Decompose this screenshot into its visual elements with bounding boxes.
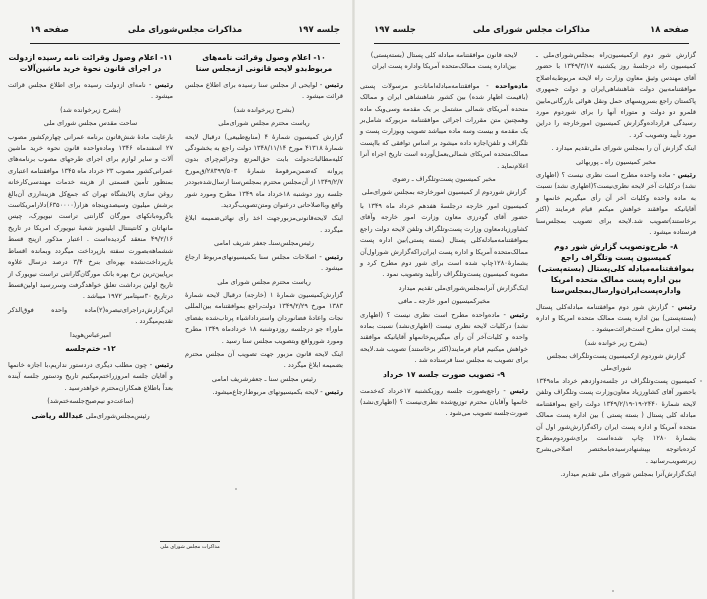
- page-18: [354, 0, 707, 599]
- speaker-label: رئیس: [324, 81, 343, 89]
- paragraph: (بشرح زیر خوانده شد): [584, 338, 648, 347]
- speaker-name: عبدالله ریاضی: [31, 410, 84, 420]
- column-left: [360, 50, 528, 422]
- item-12-title: ۱۲- ختم‌جلسه: [65, 343, 116, 353]
- paragraph: (بشرح زیرخوانده شد): [233, 105, 295, 114]
- paragraph: رئیس - ماده واحده مطرح است نظری نیست ؟ (اظهاری نشد) درکلیات آخر لایحه نظری‌نیست؟(اظهاری نشد) نسبت به ماده واحده وکلیات آخر آن رأی میگیریم خانمها و آقایانیکه موافقند خواهش میکنم قیام فرمایند (اکثر برخاستند)تصویب شد.لایحه برای تصویب بمجلس‌سنا فرستاده میشود .: [536, 171, 696, 237]
- paragraph: اینک‌گزارش آنرابمجلس‌شورای‌ملی تقدیم میدارد: [398, 283, 528, 292]
- paragraph: اینک لایحه‌قانونی‌مزبورجهت اخذ رأی نهائی‌ضمیمه ابلاغ میگردد .: [185, 214, 343, 234]
- signature: رئیس‌مجلس‌سنا‌ـ جعفر شریف امامی: [214, 239, 314, 248]
- paragraph: رئیس - لوایحی از مجلس سنا رسیده برای اطلاع مجلس قرائت میشود .: [185, 81, 343, 101]
- publication-title: مذاکرات مجلس‌شورای ملی: [127, 25, 243, 35]
- paragraph: گزارش‌کمیسیون شمارهٔ ۱ (خارجه) درقبال لایحه شمارهٔ ۱۳۸۳ مورخ ۱۳۴۹/۲/۲۹ دولت‌راجع بموافقتنامه بین‌المللی نجات واعادهٔ فضانوردان واسترداداشیاء پرتاب‌شده بفضای ماوراء جو درجلسه روزدوشنبه ۱۸ خردادماه ۱۳۴۹ مطرح ومورد شورواقع وبتصویب مجلس سنا رسید .: [185, 290, 344, 345]
- paragraph: رئیس - لایحه بکمیسیونهای مربوط‌ارجاع‌میشود.: [212, 388, 343, 397]
- signature: مخبر کمیسیون پست‌وتلگراف ـ رضوی: [392, 175, 496, 184]
- item-8-title: ۸- طرح‌وتصویب گزارش شور دوم کمیسیون پست وتلگراف راجع بموافقتنامه‌مبادله کلی‌پستال (بسته‌پستی) بین اداره پست ممالک متحده امریکا واداره‌پست‌ایران‌وارسال‌بمجلس‌سنا: [537, 241, 695, 295]
- speaker-label: رئیس: [509, 386, 528, 395]
- scan-noise: [612, 590, 614, 592]
- speaker-label: رئیس: [154, 81, 173, 89]
- paragraph: کمیسیون امور خارجه درجلسهٔ هفدهم خرداد ماه ۱۳۴۹ با حضور آقای گودرزی معاون وزارت امور خارجه وآقای کشاورزیادمعاون وزارت پست‌وتلگراف وتلفن لایحه دولت راجع بموافقتنامه‌مبادله‌کلی پستال (بسته پستی)بین اداره پست ممالک‌متحده آمریکا و اداره پست ایران‌راکه‌گزارش شوراول‌آن بشمارهٔ۱۲۸۰چاپ شده است برای شور دوم مطرح کرد و مصوبه کمیسیون پست‌وتلگراف راتأیید وتصویب نمود .: [360, 201, 528, 279]
- scan-noise: [700, 380, 702, 382]
- column-left: [8, 50, 173, 424]
- paragraph: گزارش شوردوم از کمیسیون امورخارجه بمجلس شورای‌ملی: [361, 188, 527, 197]
- paragraph: ریاست محترم مجلس شورای‌ملی: [218, 119, 310, 128]
- closing-signature: رئیس‌مجلس‌شورای‌ملی عبدالله ریاضی: [31, 410, 150, 420]
- page-number: صفحه ۱۹: [30, 25, 69, 35]
- header-rule: [30, 43, 340, 45]
- bill-title: لایحه قانون موافقتنامه مبادله کلی پستال (بسته‌پستی) بین‌اداره پست ممالک‌متحده آمریکا واداره پست ایران: [370, 51, 518, 71]
- item-9-title: ۹- تصویب صورت جلسه ۱۷ خرداد: [383, 369, 505, 379]
- paragraph: (بشرح زیرخوانده شد): [60, 105, 121, 114]
- paragraph: رئیس - گزارش شور دوم موافقتنامه مبادله‌کلی پستال (بسته‌پستی) بین اداره پست ممالک متحده امریکا و اداره پست ایران مطرح است‌قرائت‌میشود .: [536, 302, 696, 334]
- speaker-label: رئیس: [509, 310, 528, 319]
- paragraph: ساحت مقدس مجلس شورای ملی: [43, 119, 138, 128]
- speaker-label: رئیس: [324, 252, 343, 261]
- page-header: [374, 25, 689, 39]
- paragraph: ریاست محترم مجلس شورای ملی: [217, 277, 311, 286]
- scan-noise: [235, 488, 237, 490]
- paragraph: اینک‌گزارش‌آنرا بمجلس شورای ملی تقدیم میدارد.: [560, 470, 696, 479]
- paragraph: (ساعت‌دو نیم‌صبح‌جلسه‌ختم‌شد): [47, 397, 134, 406]
- signature: مخبر کمیسیون راه ـ پوربهائی: [576, 157, 656, 166]
- article-label: ماده‌واحده: [495, 81, 528, 90]
- paragraph: رئیس - ماده‌واحده مطرح است نظری نیست ؟ (اظهاری نشد) درکلیات لایحه نظری نیست (اظهاری‌نشد) نسبت بماده واحده و کلیات‌آخر آن رأی میگیریم‌خانمهاو آقایانیکه موافقند خواهش میکنیم قیام فرمایند(اکثر برخاستند) تصویب شد.لایحه برای تصویب به مجلس سنا فرستاده شد .: [360, 310, 528, 365]
- paragraph: این‌گزارش‌دراجرای‌تبصره(۲)ماده واحده فوق‌الذکر تقدیم‌میگردد .: [8, 305, 173, 326]
- paragraph: گزارش شور دوم ازکمیسیون‌راه بمجلس‌شورای‌ملی ـ کمیسیون راه درجلسهٔ روز یکشنبه ۱۳۴۹/۳/۱۷ با حضور آقای مهندس وثیق معاون وزارت راه لایحه مربوط‌به‌اصلاح موافقتنامه‌بین دولت شاهنشاهی‌ایران و دولت جمهوری پاکستان راجع بسرویسهای حمل ونقل هوائی بازرگانی‌مابین قلمرو دو دولت و متوراء آنها را برای شوردوم مورد رسیدگی قرارداده‌وگزارش کمیسیون امورخارجه را دراین مورد تأیید وتصویب کرد .: [536, 51, 696, 139]
- column-right: [185, 50, 343, 401]
- page-footer: مذاکرات مجلس شورای ملی: [160, 541, 220, 550]
- page-header: [30, 25, 340, 39]
- paragraph: اینک گزارش آن را بمجلس شورای ملی‌تقدیم میدارد .: [551, 144, 696, 153]
- paragraph: رئیس - اصلاحات مجلس سنا بکمیسیونهای‌مربوط ارجاع میشود .: [185, 252, 343, 273]
- paragraph: رئیس - چون مطلب دیگری دردستور نداریم،با اجازه خانمها و آقایان جلسه امروزراختم‌میکنیم تاریخ ودستور جلسه آینده بعداً باطلاع همکاران‌محترم خواهدرسید .: [8, 360, 173, 392]
- header-rule: [374, 43, 689, 45]
- page-number: صفحه ۱۸: [650, 25, 689, 35]
- session-label: جلسه ۱۹۷: [374, 25, 416, 35]
- speaker-label: رئیس: [677, 171, 696, 180]
- paragraph: رئیس - راجع‌بصورت جلسه روزیکشنبه ۱۷خرداد که‌خدمت خانمها وآقایان محترم توزیع‌شده نظری‌نیست ؟ (اظهاری‌نشد) صورت‌جلسه تصویب می‌شود .: [360, 386, 528, 418]
- paragraph: گزارش شوردوم ازکمیسیون پست‌وتلگراف بمجلس شورای‌ملی: [546, 352, 686, 372]
- paragraph: بارعایت مادهٔ شش‌قانون برنامه عمرانی چهارم‌کشور مصوب ۲۷ اسفندماه ۱۳۴۶ وماده‌واحده قانون نحوه خرید ماشین آلات و سایر لوازم برای اجرای طرحهای مصوب برنامه‌های عمرانی‌کشور مصوب ۲۳ خرداد ماه ۱۳۴۵ موافقتنامه اعتباری بمنظور تأمین قسمتی از هزینه خدمات مهندسی‌کارخانه روغن سازی پالایشگاه تهران که جمع‌کل هزینه‌ارزی آن‌بالغ برشش میلیون وسیصدوپنجاه هزار(۶۳۵۰۰۰۰)دلارامریکاست باگروه‌بانکهای مورگان گارانتی تراست نیویورک، چیس مانهاتان و کانتیننتال ایلینویز شعبهٔ نیویورک امریکا در تاریخ ۴۹/۲/۱۶ منعقد گردیده‌است . اعتبار مذکور ازپنج قسط ششماهه‌بصورت سفته بازپرداخت میگردد وبمانده اقساط بازپرداخت‌نشده بهره‌ای بنرخ ۳/۴ درصد درسال علاوه برپایین‌ترین نرخ بهره بانک مورگان‌گارانتی تراست نیویورک از تاریخ اولین برداشت تعلق خواهدگرفت وسررسید اولین‌قسط درتاریخ ۳۰سپتامبر ۱۹۷۲ میباشد .: [8, 132, 173, 301]
- item-10-title: ۱۰- اعلام وصول وقرائت نامه‌های مربوط‌بدو لایحه قانونی ازمجلس سنا: [195, 53, 333, 73]
- speaker-label: رئیس: [324, 388, 343, 397]
- paragraph: ماده‌واحده - موافقتنامه‌مبادله‌امانات‌و مرسولات پستی (باقیمت اظهار شده) بین کشور شاهنشاهی ایران و ممالک متحده آمریکای شمالی مشتمل بر یک مقدمه وسی‌ویک ماده وهمچنین متن مقررات اجرائی موافقتنامه مزبورکه شامل‌بر یک مقدمه و بیست وسه ماده میباشد تصویب وبوزارت پست و تلگراف و تلفن‌اجازه داده میشود بر اساس توافقی که بااپست ممالک‌متحده امریکای شمالی‌بعمل‌آورده است تاریخ اجراء آنرا اعلام‌نماید .: [360, 81, 528, 170]
- column-right: [536, 50, 696, 483]
- signature: امیرعباس‌هویدا: [70, 330, 111, 339]
- speaker-label: رئیس: [677, 302, 696, 311]
- signature: مخبرکمیسیون امور خارجه ـ مافی: [398, 297, 490, 306]
- item-11-title: ۱۱- اعلام وصول وقرائت نامه رسیده ازدولت در اجرای قانون نحوهٔ خرید ماشین‌آلات: [8, 53, 173, 73]
- paragraph: رئیس - نامه‌ای ازدولت رسیده برای اطلاع مجلس قرائت میشود .: [8, 81, 173, 101]
- paragraph: کمیسیون پست‌وتلگراف در جلسه‌دوازدهم خرداد ماه۱۳۴۹ باحضور آقای کشاورزیاد معاون‌وزارت پست وتلگراف وتلفن لایحه شمارهٔ ۲۴۴۰-۱۹-۱۳۴۹/۲/۱۹ دولت راجع بموافقتنامه مبادله کلی پستال ( بسته پستی ) بین اداره پست ممالک متحده آمریکا و اداره پست ایران راکه‌گزارش‌شور اول آن بشمارهٔ ۱۲۸۰ چاپ شده‌است برای‌شوردوم‌مطرح کرده‌باتوجه بپیشنهادرسیده‌بامختصر اصلاحی‌بشرح زیرتصویب‌رسانید .: [536, 376, 696, 465]
- speaker-label: رئیس: [154, 360, 173, 369]
- paragraph: گزارش کمیسیون شمارهٔ ۴ (منابع‌طبیعی) درقبال لایحه شمارهٔ ۴۱۳۱۸ مورخ ۱۳۴۸/۱۱/۱۴ دولت راجع به بخشودگی کلیه‌مطالبات‌دولت بابت حق‌المرتع وجرائم‌چرای بدون پروانه که‌ضمن‌مرقومهٔ شمارهٔ ۲۸۳۹۹/۵۰۳/ق‌مورخ ۱۳۴۹/۲/۷ از آن‌مجلس محترم بمجلس‌سنا ارسال‌شده‌بوددر جلسه روز دوشنبه ۱۸خرداد ماه ۱۳۴۹ مطرح ومورد شور واقع وبااصلاحاتی درعنوان ومتن‌تصویب‌گردید.: [185, 132, 344, 210]
- publication-title: مذاکرات مجلس شورای ملی: [472, 25, 591, 35]
- session-label: جلسه ۱۹۷: [298, 25, 340, 35]
- signature: رئیس مجلس سنا ـ جعفرشریف امامی: [211, 374, 317, 383]
- paragraph: اینک لایحه قانون مزبور جهت تصویب آن مجلس محترم بضمیمه ابلاغ میگردد .: [185, 349, 343, 370]
